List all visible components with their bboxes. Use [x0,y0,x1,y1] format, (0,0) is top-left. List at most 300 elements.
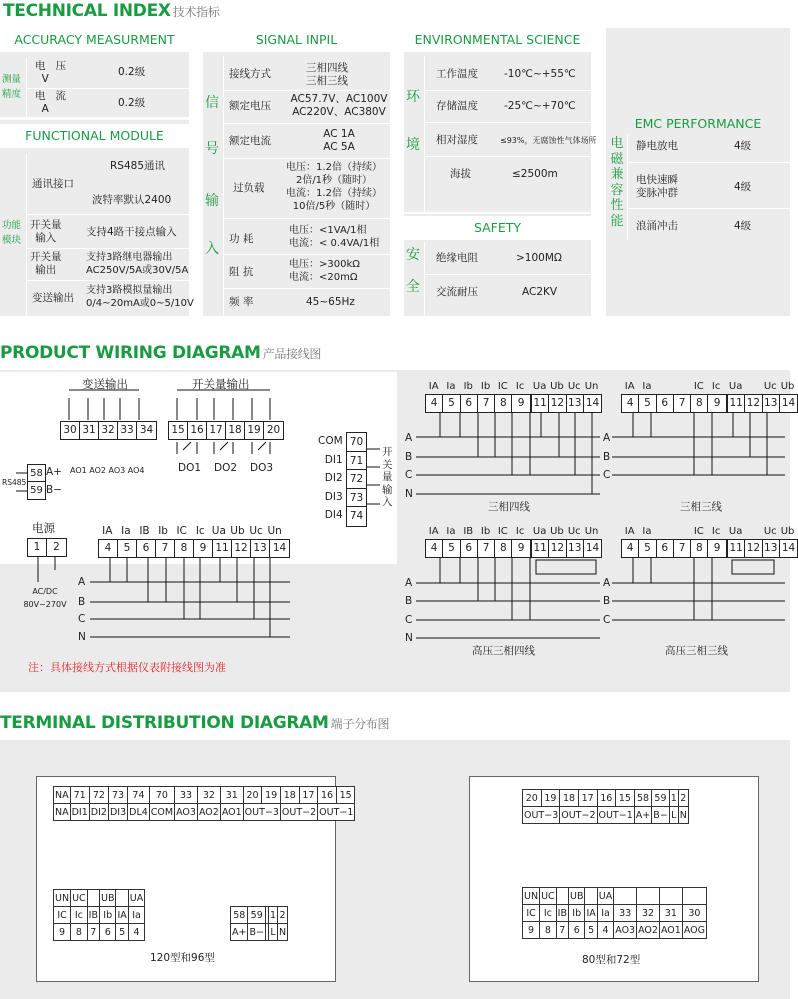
terminal-cell: IB [87,907,99,924]
head-Ub: Ub [780,526,795,537]
di4-label: DI4 [324,509,343,521]
storage-temp-value: -25℃~+70℃ [504,100,576,112]
head-Ub: Ub [780,381,795,392]
terminal-12: 12 [745,540,762,557]
terminal-cell: UC [71,890,88,907]
accuracy-current-value: 0.2级 [118,97,146,109]
terminal-cell: 72 [89,787,108,804]
line-N: N [78,631,86,643]
rated-current-value: AC 1A AC 5A [323,128,355,153]
di2-label: DI2 [324,472,343,484]
terminal-cell [585,888,597,905]
head-Uc: Uc [249,525,263,537]
terminal-18: 18 [226,422,245,439]
head-Ua: Ua [532,526,547,537]
terminal-cell: 5 [585,922,597,939]
terminal-11: 11 [532,395,549,412]
d0-line-c: C [405,469,413,481]
terminal-cell [659,888,682,905]
terminal-cell: B− [248,924,265,941]
terminal-cell: N [278,924,288,941]
head-Uc: Uc [763,526,777,537]
terminal-14: 14 [780,395,797,412]
head-Ia: Ia [446,381,456,392]
terminal-34: 34 [137,422,156,439]
d0-line-b: B [405,451,413,463]
switch-input-value: 支持4路干接点输入 [86,226,177,238]
signal-side-char-4: 入 [205,241,219,257]
terminal-cell: UB [99,890,115,907]
terminal-cell: OUT−2 [560,807,597,824]
terminal-cell: 71 [70,787,89,804]
head-Ib: Ib [463,381,473,392]
terminal-cell: DI3 [108,804,127,821]
di1-label: DI1 [324,453,343,466]
switch-input-label: 开关量 输入 [30,219,62,244]
terminal-6: 6 [461,540,478,557]
eft-label: 电快速瞬 变脉冲群 [636,174,678,199]
terminal-cell: 18 [560,790,579,807]
terminal-cell: UB [568,888,584,905]
terminal-8: 8 [691,395,708,412]
environment-card [404,28,597,212]
terminal-cell: AO1 [659,922,682,939]
humidity-label: 相对湿度 [436,134,478,146]
terminal-9: 9 [512,540,529,557]
storage-temp-label: 存储温度 [436,100,478,112]
terminal-cell: OUT−1 [318,804,355,821]
caption-three-phase-three-wire: 三相三线 [680,501,722,513]
terminal-4: 4 [426,540,443,557]
terminal-20: 20 [264,422,283,439]
terminal-cell: 19 [262,787,281,804]
d1-line-b: B [603,451,611,463]
accuracy-current-label: 电 流 A [35,90,67,115]
terminal-11: 11 [532,540,549,557]
terminal-cell: AO1 [220,804,243,821]
surge-label: 浪涌冲击 [636,220,678,232]
di-side-label: 开 关 量 输 入 [382,446,393,508]
altitude-label: 海拔 [450,168,471,180]
terminal-9: 9 [512,395,529,412]
terminal-cell: 9 [523,922,540,939]
voltage-terminal-block [727,394,798,413]
left-top-terminal-table [53,786,355,821]
d3-line-b: B [603,595,611,607]
do3-label: DO3 [250,462,274,474]
di3-label: DI3 [324,490,343,503]
caption-80-72: 80型和72型 [582,954,641,966]
do2-label: DO2 [214,462,238,474]
head-blank [673,380,690,393]
head-Ib: Ib [480,526,491,537]
head-IC: IC [497,381,508,392]
terminal-cell: DL4 [128,804,150,821]
main-terminal-heads [98,525,284,538]
terminal-cell: 1 [268,907,277,924]
terminal-31: 31 [80,422,99,439]
transmit-output-label: 变送输出 [32,292,74,304]
frequency-label: 频 率 [229,296,254,308]
current-terminal-block [621,394,727,413]
terminal-13: 13 [763,395,780,412]
terminal-cell [637,888,660,905]
terminal-13: 13 [567,540,584,557]
overload-label: 过负载 [233,182,265,194]
terminal-5: 5 [443,540,460,557]
terminal-cell: 20 [523,790,542,807]
terminal-cell: A+ [634,807,651,824]
signal-title: SIGNAL INPIL [203,28,390,52]
head-blank [744,525,761,538]
terminal-4: 4 [622,540,639,557]
head-Ic: Ic [515,526,525,537]
rs485-terminal-block [27,464,46,500]
terminal-14: 14 [270,540,289,557]
terminal-cell: 73 [108,787,127,804]
terminal-cell: 15 [616,790,635,807]
terminal-5: 5 [443,395,460,412]
terminal-cell: IA [116,907,128,924]
terminal-12: 12 [549,540,566,557]
overload-value: 电压：1.2倍（持续） 2倍/1秒（随时） 电流：1.2倍（持续） 10倍/5秒（随时） [286,162,382,212]
power-consumption-value: 电压：<1VA/1相 电流：< 0.4VA/1相 [289,225,380,249]
terminal-11: 11 [728,395,745,412]
right-top-terminal-table [522,789,689,824]
head-Un: Un [584,381,599,392]
voltage-terminal-block [727,539,798,558]
terminal-8: 8 [691,540,708,557]
line-B: B [78,596,86,608]
terminal-70: 70 [347,433,366,452]
head-Ua: Ua [211,525,226,537]
d1-line-c: C [603,469,611,481]
left-bottom-terminal-table [53,889,145,941]
transmit-output-value: 支持3路模拟量输出 0/4~20mA或0~5/10V [86,285,194,309]
terminal-12: 12 [232,540,251,557]
terminal-cell: 32 [637,905,660,922]
terminal-15: 15 [169,422,188,439]
environment-side-char-1: 环 [406,89,420,105]
terminal-7: 7 [478,540,495,557]
terminal-cell: IC [54,907,71,924]
terminal-74: 74 [347,507,366,526]
head-Ia: Ia [446,526,456,537]
terminal-cell: 4 [128,924,144,941]
terminal-cell: OUT−3 [243,804,280,821]
current-terminal-block [621,539,727,558]
caption-hv-three-wire: 高压三相三线 [665,645,728,657]
head-blank [673,525,690,538]
accuracy-voltage-value: 0.2级 [118,66,146,78]
terminal-cell: 8 [71,924,88,941]
wiring-note: 注：具体接线方式根据仪表附接线图为准 [28,661,226,674]
terminal-cell: Ia [597,905,613,922]
terminal-13: 13 [567,395,584,412]
terminal-8: 8 [495,395,512,412]
terminal-cell: 7 [87,924,99,941]
switch-output-terminal-block [168,421,284,440]
d1-line-a: A [603,432,611,444]
terminal-cell: AOG [682,922,706,939]
terminal-14: 14 [584,395,601,412]
terminal-cell [87,890,99,907]
transmit-terminal-block [60,421,157,440]
rs485-comm-text: RS485通讯 [110,160,166,172]
terminal-cell: UA [128,890,144,907]
impedance-label: 阻 抗 [229,266,254,278]
di-terminal-block [346,432,367,527]
terminal-11: 11 [728,540,745,557]
rs485-b-minus: B− [46,484,63,496]
head-IA: IA [624,381,635,392]
terminal-6: 6 [137,540,156,557]
caption-three-phase-four-wire: 三相四线 [488,501,530,513]
terminal-cell: 6 [568,922,584,939]
terminal-cell: AO3 [614,922,637,939]
head-Ub: Ub [550,381,564,392]
terminal-17: 17 [207,422,226,439]
altitude-value: ≤2500m [512,168,558,180]
head-blank [656,380,673,393]
terminal-cell: Ib [99,907,115,924]
head-Uc: Uc [763,381,777,392]
terminal-cell [556,888,568,905]
d0-line-n: N [405,488,413,500]
terminal-cell: 33 [614,905,637,922]
terminal-cell: 8 [540,922,557,939]
terminal-cell: B− [652,807,669,824]
terminal-2: 2 [47,539,66,556]
wiring-mode-label: 接线方式 [229,68,271,80]
head-Ia: Ia [642,526,652,537]
environment-side-char-2: 境 [406,137,420,153]
signal-side-char-2: 号 [205,141,219,157]
withstand-voltage-value: AC2KV [522,286,558,298]
accuracy-side-label: 测量 精度 [2,74,22,100]
accuracy-title: ACCURACY MEASURMENT [0,28,189,52]
insulation-value: >100MΩ [516,252,562,264]
terminal-58: 58 [28,465,45,482]
terminal-cell: 59 [652,790,669,807]
terminal-cell: 16 [318,787,337,804]
terminal-14: 14 [584,540,601,557]
head-IB: IB [139,525,150,537]
switch-output-value: 支持3路继电器输出 AC250V/5A或30V/5A [86,252,189,276]
work-temp-label: 工作温度 [436,68,478,80]
power-label: 电源 [32,521,55,535]
terminal-cell: 17 [299,787,318,804]
terminal-cell: DI2 [89,804,108,821]
terminal-cell: UN [523,888,540,905]
do1-label: DO1 [178,462,202,474]
terminal-8: 8 [175,540,194,557]
caption-120-96: 120型和96型 [150,952,215,964]
terminal-cell: 59 [248,907,265,924]
terminal-7: 7 [674,540,691,557]
terminal-4: 4 [622,395,639,412]
terminal-cell [116,890,128,907]
terminal-4: 4 [426,395,443,412]
head-Ub: Ub [550,526,564,537]
terminal-12: 12 [745,395,762,412]
transmit-output-heading: 变送输出 [82,377,128,391]
terminal-cell: 74 [128,787,150,804]
head-Ib: Ib [480,381,491,392]
rs485-label: RS485 [2,478,27,487]
terminal-cell: 20 [243,787,262,804]
terminal-cell: 33 [175,787,198,804]
terminal-cell: 30 [682,905,706,922]
head-Ua: Ua [532,381,547,392]
terminal-72: 72 [347,470,366,489]
surge-value: 4级 [734,220,752,232]
terminal-cell: Ib [568,905,584,922]
d2-line-a: A [405,577,413,589]
functional-side-label: 功能 模块 [2,220,22,246]
head-IB: IB [463,526,474,537]
esd-label: 静电放电 [636,140,678,152]
withstand-voltage-label: 交流耐压 [436,286,478,298]
terminal-16: 16 [188,422,207,439]
terminal-cell: IC [523,905,540,922]
head-IA: IA [624,526,635,537]
terminal-cell: L [268,924,277,941]
terminal-cell: Ic [71,907,88,924]
head-Ia: Ia [642,381,652,392]
head-blank [744,380,761,393]
terminal-cell: IB [556,905,568,922]
terminal-7: 7 [156,540,175,557]
terminal-cell: OUT−2 [280,804,317,821]
humidity-value: ≤93%，无腐蚀性气体场所 [500,136,597,145]
terminal-cell: NA [54,787,71,804]
terminal-5: 5 [639,395,656,412]
terminal-19: 19 [245,422,264,439]
power-spec: AC/DC 80V~270V [23,587,67,609]
frequency-value: 45~65Hz [306,296,355,308]
terminal-cell: 5 [116,924,128,941]
terminal-cell: UA [597,888,613,905]
eft-value: 4级 [734,181,752,193]
terminal-cell: Ia [128,907,144,924]
signal-side-char-3: 输 [205,193,219,209]
functional-title: FUNCTIONAL MODULE [0,124,189,148]
head-Un: Un [584,526,599,537]
power-terminal-block [27,538,67,557]
head-IC: IC [497,526,508,537]
line-C: C [78,613,86,625]
esd-value: 4级 [734,140,752,152]
terminal-cell: L [669,807,678,824]
signal-side-char-1: 信 [205,95,219,111]
terminal-cell: AO2 [637,922,660,939]
terminal-cell: 31 [659,905,682,922]
terminal-cell: 70 [149,787,174,804]
head-Ua: Ua [728,526,743,537]
terminal-11: 11 [213,540,232,557]
terminal-7: 7 [674,395,691,412]
terminal-cell: AO2 [197,804,220,821]
terminal-cell: 58 [231,907,248,924]
switch-output-heading: 开关量输出 [192,377,250,391]
terminal-cell: 19 [541,790,560,807]
head-Ic: Ic [711,381,721,392]
terminal-6: 6 [461,395,478,412]
head-IC: IC [176,525,187,537]
functional-card [0,120,194,316]
emc-card [606,28,790,316]
terminal-cell: 1 [669,790,678,807]
head-Ic: Ic [195,525,205,537]
terminal-8: 8 [495,540,512,557]
terminal-9: 9 [194,540,213,557]
terminal-cell: 58 [634,790,651,807]
terminal-6: 6 [657,540,674,557]
head-Un: Un [267,525,282,537]
terminal-cell: 18 [280,787,299,804]
head-Ic: Ic [711,526,721,537]
wiring-mode-value: 三相四线 三相三线 [306,62,348,87]
main-terminal-block [98,539,290,558]
di-labels [318,432,343,525]
head-Uc: Uc [567,526,581,537]
voltage-terminal-block [531,394,602,413]
head-IC: IC [693,381,704,392]
left-small-terminal-table [230,906,288,941]
rs485-a-plus: A+ [46,466,62,478]
terminal-cell: 9 [54,924,71,941]
rated-voltage-value: AC57.7V、AC100V AC220V、AC380V [290,93,388,118]
head-blank [656,525,673,538]
terminal-cell: 17 [578,790,597,807]
terminal-4: 4 [99,540,118,557]
current-terminal-block [425,394,531,413]
current-terminal-block [425,539,531,558]
terminal-7: 7 [478,395,495,412]
d2-line-n: N [405,632,413,644]
rated-current-label: 额定电流 [229,135,271,147]
terminal-1: 1 [28,539,47,556]
terminal-cell: 4 [597,922,613,939]
terminal-33: 33 [118,422,137,439]
d2-line-b: B [405,595,413,607]
di-com-label: COM [318,435,343,447]
d0-line-a: A [405,432,413,444]
terminal-cell: UN [54,890,71,907]
safety-title: SAFETY [404,216,591,240]
right-bottom-terminal-table [522,887,707,939]
terminal-section-title: TERMINAL DISTRIBUTION DIAGRAM 端子分布图 [0,713,390,733]
power-consumption-label: 功 耗 [229,233,254,245]
terminal-cell [614,888,637,905]
terminal-cell: 6 [99,924,115,941]
accuracy-voltage-label: 电 压 V [35,60,67,85]
caption-hv-four-wire: 高压三相四线 [472,645,535,657]
d2-line-c: C [405,614,413,626]
head-Uc: Uc [567,381,581,392]
head-Ub: Ub [230,525,245,537]
switch-output-label: 开关量 输出 [30,251,62,276]
terminal-cell: Ic [540,905,557,922]
terminal-cell: 32 [197,787,220,804]
terminal-73: 73 [347,489,366,508]
terminal-9: 9 [708,540,725,557]
environment-title: ENVIRONMENTAL SCIENCE [404,28,591,52]
terminal-13: 13 [763,540,780,557]
impedance-value: 电压：>300kΩ 电流：<20mΩ [289,259,360,283]
terminal-12: 12 [549,395,566,412]
